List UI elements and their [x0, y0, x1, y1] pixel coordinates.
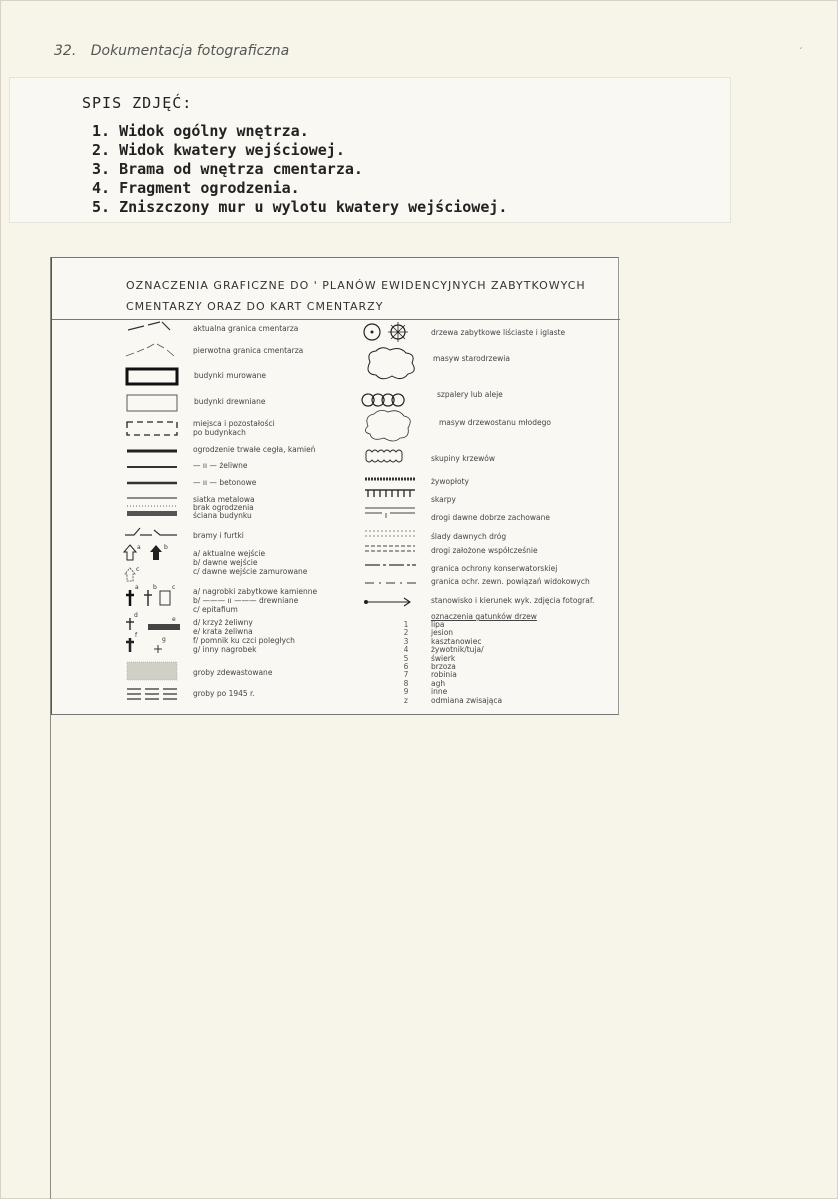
tree-name: kasztanowiec [431, 636, 482, 646]
page-number: 32. [54, 43, 77, 59]
tree-number: z [404, 695, 408, 705]
tree-name: żywotnik/tuja/ [431, 645, 484, 655]
photo-list-item: 4. Fragment ogrodzenia. [92, 179, 300, 197]
old-tree-mass-symbol [368, 348, 414, 379]
tree-numbers [399, 621, 413, 705]
legend-label: pierwotna granica cmentarza [193, 346, 304, 355]
letter-b: b [164, 544, 168, 551]
young-tree-mass-symbol [365, 410, 410, 441]
letter-a: a [137, 544, 141, 551]
tree-number: 2 [403, 628, 409, 638]
legend-label: drogi założone współcześnie [431, 546, 538, 555]
legend-label: masyw starodrzewia [433, 354, 510, 363]
legend-label: a/ aktualne wejście [193, 549, 266, 558]
legend-label: ogrodzenie trwałe cegła, kamień [193, 445, 316, 454]
photo-list-item: 2. Widok kwatery wejściowej. [92, 141, 345, 159]
legend-label: miejsca i pozostałości [193, 419, 275, 428]
letter-c: c [136, 566, 140, 573]
legend-label: drzewa zabytkowe liściaste i iglaste [431, 328, 566, 337]
legend-title [126, 275, 586, 317]
letter-e: e [172, 616, 176, 623]
shrub-group-symbol [366, 450, 402, 462]
legend-symbol-letters [122, 320, 184, 660]
tree-number: 1 [403, 620, 409, 629]
legend-label: b/ dawne wejście [193, 558, 258, 567]
tree-name: robinia [431, 670, 457, 680]
legend-label: — ıı — betonowe [193, 478, 257, 487]
legend-label: a/ nagrobki zabytkowe kamienne [193, 587, 318, 596]
letter-g: g [162, 636, 166, 643]
legend-label: szpalery lub aleje [437, 390, 503, 399]
legend-label: f/ pomnik ku czci poległych [193, 636, 295, 645]
slope-symbol [365, 490, 415, 497]
legend-label: ślady dawnych dróg [431, 532, 507, 541]
legend-label: po budynkach [193, 428, 246, 437]
legend-symbols-right [360, 320, 422, 610]
tree-name: jesion [431, 628, 454, 638]
legend-label: c/ epitafium [193, 605, 238, 614]
legend-label: — ıı — żeliwne [193, 461, 248, 470]
tree-number: 8 [403, 678, 409, 688]
devastated-graves-symbol [127, 662, 177, 680]
legend-label: skarpy [431, 495, 456, 504]
tree-avenue-symbol [362, 394, 404, 406]
tree-name: inne [431, 687, 448, 697]
tree-name: agh [431, 678, 446, 688]
letter-a: a [135, 584, 139, 591]
legend-label: drogi dawne dobrze zachowane [431, 513, 550, 522]
photo-list [92, 122, 507, 217]
photo-list-item: 5. Zniszczony mur u wylotu kwatery wejściowej. [92, 198, 508, 216]
legend-label: d/ krzyż żeliwny [193, 618, 253, 627]
tree-number: 3 [403, 636, 409, 646]
tree-number: 6 [403, 661, 409, 671]
legend-label: e/ krata żeliwna [193, 627, 253, 636]
legend-label: groby po 1945 r. [193, 689, 255, 698]
page-header [54, 43, 299, 59]
legend-label: żywopłoty [431, 477, 469, 486]
stain-mark: ´ [798, 47, 803, 58]
photo-list-item: 3. Brama od wnętrza cmentarza. [92, 160, 363, 178]
legend-title-line-2: CMENTARZY ORAZ DO KART CMENTARZY [126, 300, 384, 313]
letter-f: f [135, 632, 138, 639]
photo-list-title: SPIS ZDJĘĆ: [82, 94, 193, 112]
legend-label: c/ dawne wejście zamurowane [193, 567, 308, 576]
legend-label: bramy i furtki [193, 531, 244, 540]
legend-label: b/ ——— ıı ——— drewniane [193, 596, 299, 605]
tree-number: 4 [403, 645, 409, 655]
tree-number: 7 [403, 670, 409, 680]
letter-b: b [153, 584, 157, 591]
legend-title-line-1: OZNACZENIA GRAFICZNE DO ' PLANÓW EWIDENCYJNYCH ZABYTKOWYCH [126, 279, 586, 292]
legend-label: aktualna granica cmentarza [193, 324, 299, 333]
letter-c: c [172, 584, 176, 591]
legend-label: brak ogrodzenia [193, 503, 254, 512]
photo-station-symbol [366, 598, 410, 606]
legend-label: granica ochr. zewn. powiązań widokowych [431, 577, 590, 586]
tree-name: świerk [431, 653, 456, 663]
tree-name: brzoza [431, 661, 456, 671]
old-road-preserved-symbol [365, 508, 415, 518]
legend-label: ściana budynku [193, 511, 252, 520]
legend-label: groby zdewastowane [193, 668, 273, 677]
legend-label: skupiny krzewów [431, 454, 496, 463]
photo-list-panel [9, 77, 731, 223]
tree-name: lipa [431, 620, 445, 629]
tree-number: 9 [403, 687, 409, 697]
legend-label: g/ inny nagrobek [193, 645, 257, 654]
legend-label: stanowisko i kierunek wyk. zdjęcia fotograf. [431, 596, 595, 605]
tree-species [431, 621, 502, 705]
tree-name: odmiana zwisająca [431, 695, 503, 705]
post-1945-graves-symbol [127, 689, 177, 699]
old-road-traces-symbol [365, 531, 415, 536]
photo-list-item: 1. Widok ogólny wnętrza. [92, 122, 309, 140]
legend-label: budynki murowane [194, 371, 266, 380]
tree-number: 5 [403, 653, 409, 663]
legend-label: masyw drzewostanu młodego [439, 418, 551, 427]
letter-d: d [134, 612, 138, 619]
legend-card [51, 257, 619, 715]
legend-label: budynki drewniane [194, 397, 266, 406]
modern-road-symbol [365, 546, 415, 551]
tree-species-heading: oznaczenia gatunków drzew [431, 612, 537, 621]
legend-label: granica ochrony konserwatorskiej [431, 564, 558, 573]
legend-label: siatka metalowa [193, 495, 255, 504]
page-title: Dokumentacja fotograficzna [90, 43, 290, 59]
